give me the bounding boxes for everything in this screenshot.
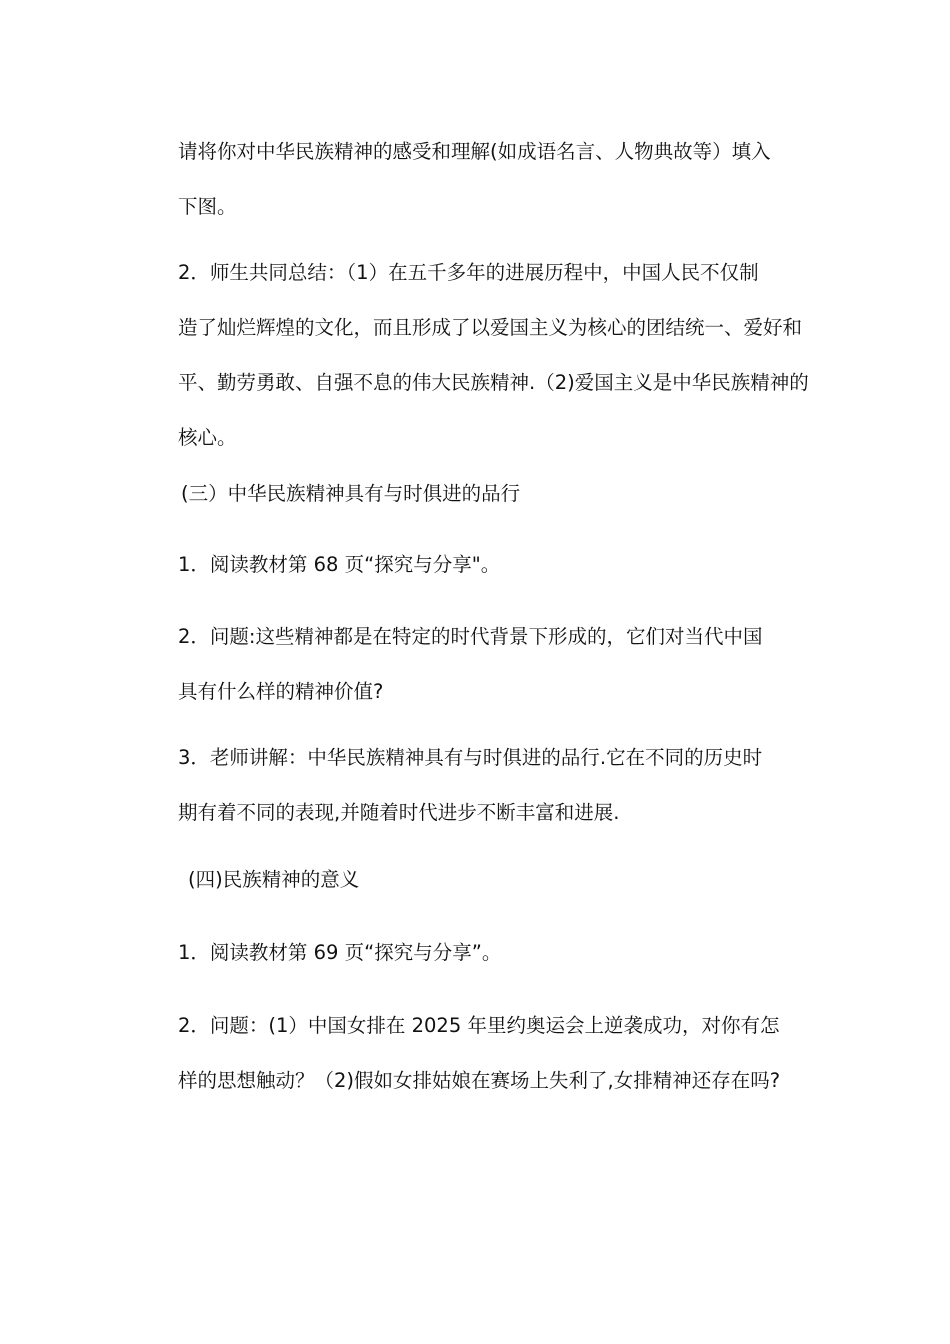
- text-line: 期有着不同的表现,并随着时代进步不断丰富和进展.: [178, 801, 620, 824]
- text-line: 请将你对中华民族精神的感受和理解(如成语名言、人物典故等）填入: [178, 140, 771, 163]
- text-line: 核心。: [178, 426, 237, 449]
- section-heading-3: [143, 466, 811, 521]
- paragraph-teacher-explanation: [143, 730, 811, 840]
- text-line: 3．老师讲解：中华民族精神具有与时俱进的品行.它在不同的历史时: [178, 746, 763, 769]
- text-line: 具有什么样的精神价值?: [178, 680, 384, 703]
- paragraph-question-volleyball: [143, 998, 811, 1108]
- paragraph-reading-68: [143, 537, 811, 592]
- paragraph-summary: [143, 245, 811, 465]
- text-line: 1．阅读教材第 69 页“探究与分享”。: [178, 941, 502, 964]
- section-heading-4: [143, 852, 811, 907]
- text-line: 平、勤劳勇敢、自强不息的伟大民族精神.（2)爱国主义是中华民族精神的: [178, 371, 809, 394]
- heading-text: (三）中华民族精神具有与时俱进的品行: [181, 482, 521, 505]
- text-line: 样的思想触动？（2)假如女排姑娘在赛场上失利了,女排精神还存在吗?: [178, 1069, 781, 1092]
- text-line: 2．师生共同总结：（1）在五千多年的进展历程中，中国人民不仅制: [178, 261, 759, 284]
- text-line: 2．问题:这些精神都是在特定的时代背景下形成的，它们对当代中国: [178, 625, 763, 648]
- paragraph-reading-69: [143, 925, 811, 980]
- paragraph-intro: [143, 124, 811, 234]
- text-line: 1．阅读教材第 68 页“探究与分享"。: [178, 553, 501, 576]
- paragraph-question-value: [143, 609, 811, 719]
- text-line: 造了灿烂辉煌的文化，而且形成了以爱国主义为核心的团结统一、爱好和: [178, 316, 803, 339]
- heading-text: (四)民族精神的意义: [188, 868, 360, 891]
- text-line: 下图。: [178, 195, 237, 218]
- text-line: 2．问题：(1）中国女排在 2025 年里约奥运会上逆袭成功，对你有怎: [178, 1014, 780, 1037]
